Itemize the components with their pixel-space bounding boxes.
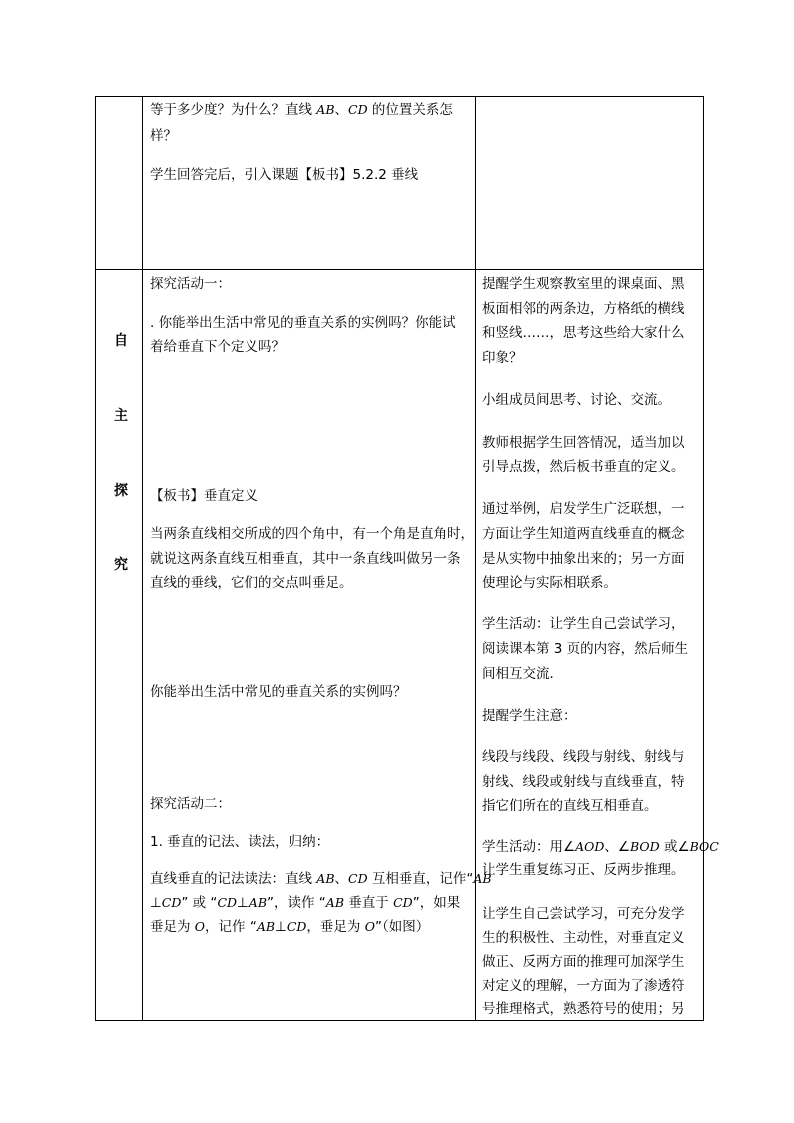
side-label-char-4: 究 [114, 557, 128, 573]
right-line-6: 教师根据学生回答情况，适当加以 [482, 435, 685, 451]
right-line-21: 让学生自己尝试学习，可充分发学 [482, 906, 685, 922]
right-line-14: 间相互交流． [482, 666, 563, 682]
notation-text: 互相垂直，记作“ [367, 871, 474, 887]
right-line-10: 是从实物中抽象出来的；另一方面 [482, 551, 685, 567]
point-o: O [364, 919, 375, 934]
line-cd: CD [161, 895, 182, 910]
sep: 、 [334, 102, 349, 118]
right-line-4: 印象？ [482, 350, 523, 366]
line-cd: CD [217, 895, 238, 910]
right-line-7: 引导点拨，然后板书垂直的定义。 [482, 459, 685, 475]
notation-text: ”，读作 “ [267, 895, 326, 911]
line-cd: CD [393, 895, 413, 910]
right-line-22: 生的积极性、主动性，对垂直定义 [482, 930, 685, 946]
table-border-right [703, 96, 704, 1021]
point-o: O [194, 919, 206, 934]
intro-text: 等于多少度？为什么？直线 [150, 102, 317, 118]
intro-line-3: 学生回答完后，引入课题【板书】5.2.2 垂线 [150, 167, 419, 183]
right-line-9: 方面让学生知道两直线垂直的概念 [482, 526, 685, 542]
notation-text: ”（如图） [374, 919, 430, 935]
line-ab: AB [316, 102, 335, 117]
line-ab: AB [325, 895, 345, 910]
right-line-25: 号推理格式，熟悉符号的使用；另 [482, 1001, 685, 1017]
activity-1-question-line-1: . 你能举出生活中常见的垂直关系的实例吗？你能试 [150, 315, 456, 331]
right-line-2: 板面相邻的两条边，方格纸的横线 [482, 301, 685, 317]
right-line-1: 提醒学生观察教室里的课桌面、黑 [482, 276, 685, 292]
example-question: 你能举出生活中常见的垂直关系的实例吗？ [150, 684, 407, 700]
definition-line-3: 直线的垂线，它们的交点叫垂足。 [150, 575, 353, 591]
line-ab: AB [473, 871, 492, 886]
right-line-12: 学生活动：让学生自己尝试学习， [482, 616, 685, 632]
line-cd: CD [286, 919, 307, 934]
right-line-3: 和竖线……，思考这些给大家什么 [482, 325, 685, 341]
intro-line-2: 样？ [150, 128, 177, 144]
notation-text: 垂足为 [150, 919, 195, 935]
notation-line-1 [150, 867, 492, 891]
notation-text: ”，如果 [412, 895, 461, 911]
notation-text: 垂直于 [344, 895, 394, 911]
angle-bod: BOD [630, 839, 660, 854]
side-label-char-3: 探 [114, 483, 128, 499]
activity-1-question-line-2: 着给垂直下个定义吗？ [150, 339, 285, 355]
notation-line-2 [150, 891, 460, 915]
notation-text: ，垂足为 [306, 919, 365, 935]
right-line-13: 阅读课本第 3 页的内容，然后师生 [482, 641, 689, 657]
right-line-17: 射线、线段或射线与直线垂直，特 [482, 774, 685, 790]
right-line-11: 使理论与实际相联系。 [482, 575, 617, 591]
angle-aod: AOD [575, 839, 605, 854]
activity-text: 、∠ [604, 839, 631, 855]
perp-symbol: ⊥ [237, 895, 249, 911]
table-row-divider [95, 269, 704, 270]
notation-text: ” 或 “ [181, 895, 218, 911]
intro-text: 的位置关系怎 [367, 102, 453, 118]
side-label-char-1: 自 [114, 333, 128, 349]
notation-text: ，记作 “ [205, 919, 257, 935]
right-line-5: 小组成员间思考、讨论、交流。 [482, 392, 671, 408]
definition-line-1: 当两条直线相交所成的四个角中，有一个角是直角时， [150, 526, 474, 542]
activity-text: 或∠ [659, 839, 690, 855]
right-line-23: 做正、反两方面的推理可加深学生 [482, 954, 685, 970]
table-border-col1 [142, 96, 143, 1021]
line-ab: AB [256, 919, 276, 934]
right-line-8: 通过举例，启发学生广泛联想，一 [482, 501, 685, 517]
right-line-15: 提醒学生注意： [482, 708, 577, 724]
right-line-19 [482, 835, 719, 859]
intro-line-1 [150, 98, 453, 122]
perp-symbol: ⊥ [275, 919, 287, 935]
perp-symbol: ⊥ [150, 895, 162, 911]
line-ab: AB [248, 895, 268, 910]
right-line-16: 线段与线段、线段与射线、射线与 [482, 749, 685, 765]
board-definition-title: 【板书】垂直定义 [150, 488, 258, 504]
table-border-top [95, 96, 704, 97]
notation-line-3 [150, 915, 429, 939]
side-label-char-2: 主 [114, 408, 128, 424]
notation-text: 直线垂直的记法读法：直线 [150, 871, 317, 887]
right-line-18: 指它们所在的直线互相垂直。 [482, 798, 658, 814]
table-border-left [95, 96, 96, 1021]
activity-text: 学生活动：用∠ [482, 839, 576, 855]
activity-2-item-1: 1. 垂直的记法、读法，归纳： [150, 834, 330, 850]
line-cd: CD [348, 102, 368, 117]
sep: 、 [334, 871, 349, 887]
line-ab: AB [316, 871, 335, 886]
activity-1-title: 探究活动一： [150, 276, 231, 292]
right-line-24: 对定义的理解，一方面为了渗透符 [482, 978, 685, 994]
angle-boc: BOC [689, 839, 719, 854]
right-line-20: 让学生重复练习正、反两步推理。 [482, 862, 685, 878]
activity-2-title: 探究活动二： [150, 796, 231, 812]
line-cd: CD [348, 871, 368, 886]
definition-line-2: 就说这两条直线互相垂直，其中一条直线叫做另一条 [150, 551, 461, 567]
